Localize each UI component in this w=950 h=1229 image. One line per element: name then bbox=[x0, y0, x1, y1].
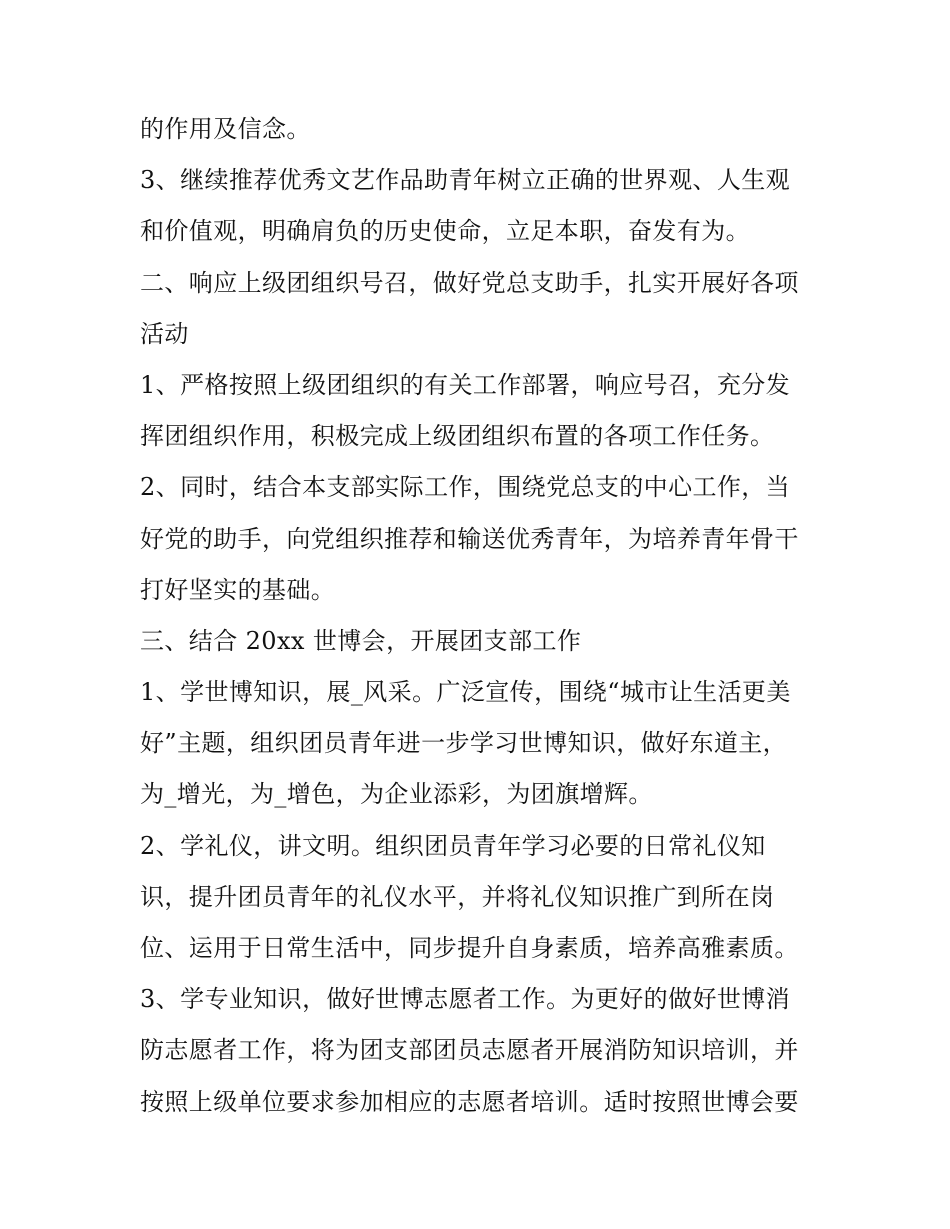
text-line: 二、响应上级团组织号召，做好党总支助手，扎实开展好各项 bbox=[140, 268, 799, 297]
text-line: 2、学礼仪，讲文明。组织团员青年学习必要的日常礼仪知 bbox=[140, 831, 766, 860]
text-line: 好党的助手，向党组织推荐和输送优秀青年，为培养青年骨干 bbox=[140, 524, 799, 553]
text-line: 3、继续推荐优秀文艺作品助青年树立正确的世界观、人生观 bbox=[140, 166, 791, 195]
text-line: 按照上级单位要求参加相应的志愿者培训。适时按照世博会要 bbox=[140, 1087, 799, 1116]
text-line: 3、学专业知识，做好世博志愿者工作。为更好的做好世博消 bbox=[140, 985, 791, 1014]
text-line: 打好坚实的基础。 bbox=[140, 575, 336, 604]
text-line: 防志愿者工作，将为团支部团员志愿者开展消防知识培训，并 bbox=[140, 1036, 799, 1065]
text-line: 1、严格按照上级团组织的有关工作部署，响应号召，充分发 bbox=[140, 370, 791, 399]
text-line: 三、结合 20xx 世博会，开展团支部工作 bbox=[140, 626, 582, 655]
text-line: 为_增光，为_增色，为企业添彩，为团旗增辉。 bbox=[140, 780, 653, 809]
text-line: 的作用及信念。 bbox=[140, 115, 311, 143]
text-line: 和价值观，明确肩负的历史使命，立足本职，奋发有为。 bbox=[140, 217, 750, 246]
text-line: 好”主题，组织团员青年进一步学习世博知识，做好东道主， bbox=[140, 729, 788, 758]
text-line: 挥团组织作用，积极完成上级团组织布置的各项工作任务。 bbox=[140, 422, 775, 451]
text-line: 位、运用于日常生活中，同步提升自身素质，培养高雅素质。 bbox=[140, 934, 799, 962]
text-line: 1、学世博知识，展_风采。广泛宣传，围绕“城市让生活更美 bbox=[140, 678, 791, 707]
text-line: 识，提升团员青年的礼仪水平，并将礼仪知识推广到所在岗 bbox=[140, 882, 775, 911]
text-line: 2、同时，结合本支部实际工作，围绕党总支的中心工作，当 bbox=[140, 473, 791, 502]
text-line: 活动 bbox=[140, 319, 189, 348]
document-body bbox=[140, 104, 820, 1128]
